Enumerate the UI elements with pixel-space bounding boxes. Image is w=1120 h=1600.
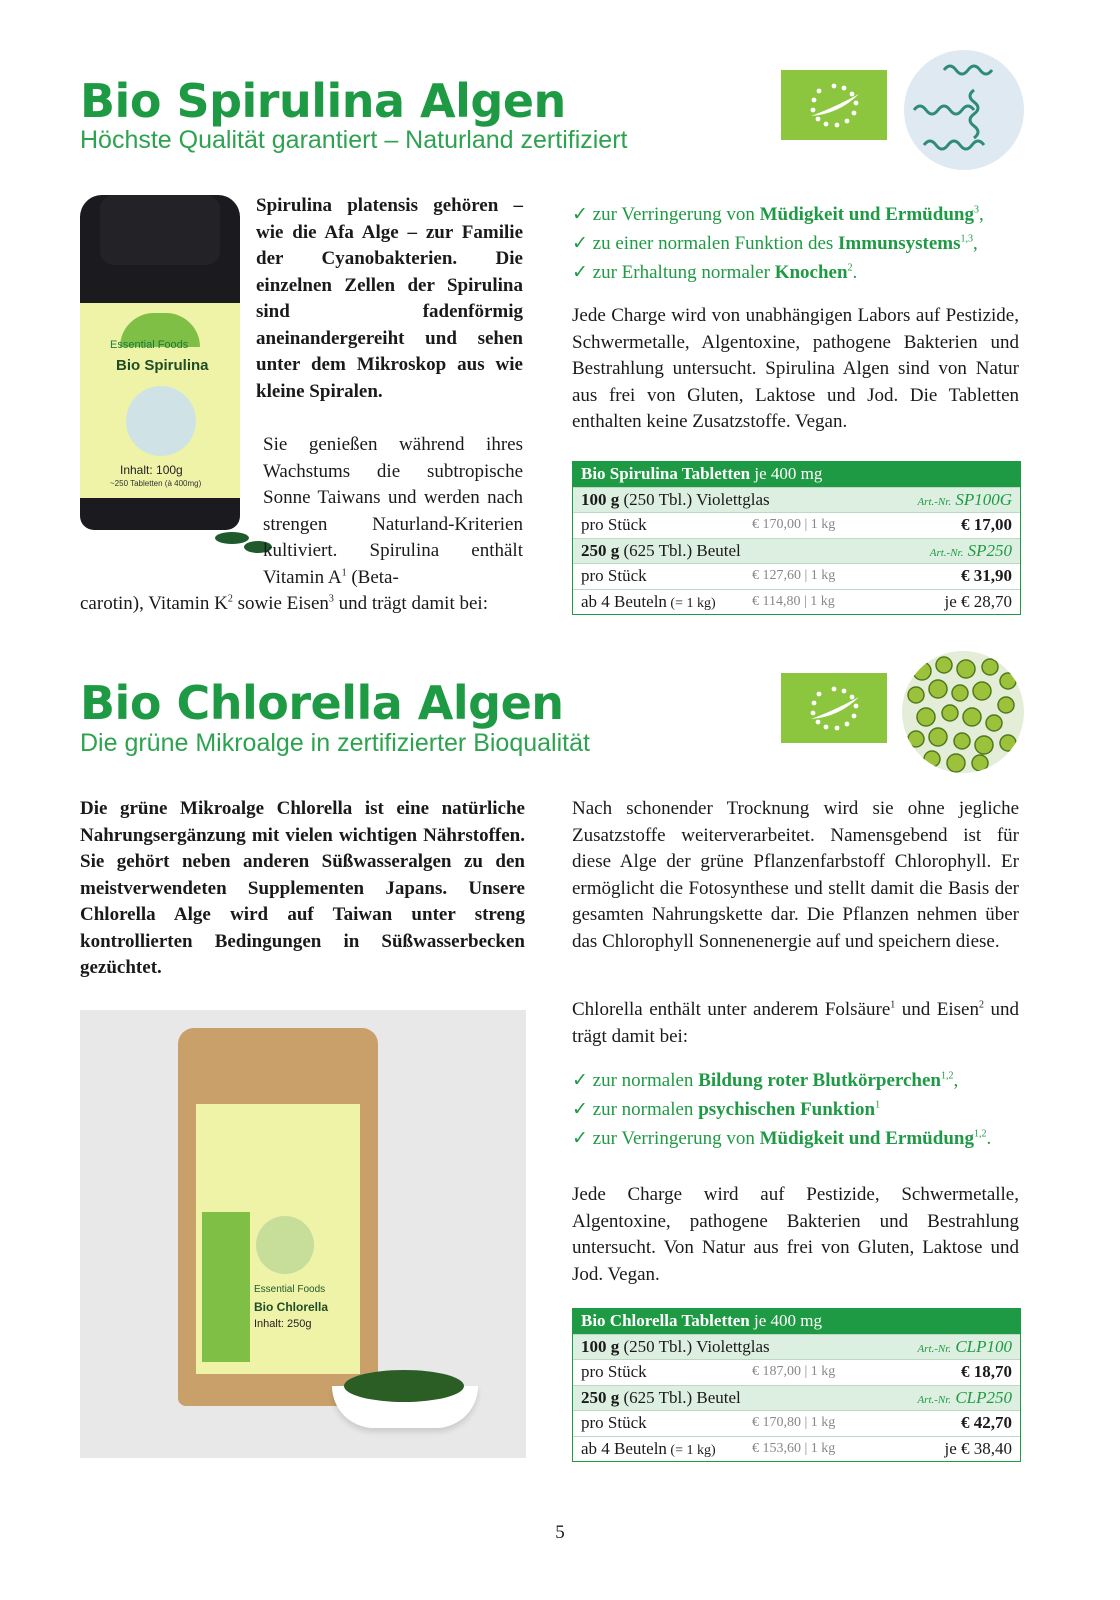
article-label: Art.-Nr. — [917, 495, 952, 508]
table-row — [573, 1359, 1020, 1385]
pack-desc: (250 Tbl.) Violettglas — [619, 489, 770, 509]
chlorella-product-image — [80, 1010, 526, 1458]
row-label: pro Stück — [581, 515, 647, 535]
pack-size: 100 g — [581, 489, 620, 509]
punctuation: , — [972, 233, 978, 254]
table-row — [573, 1436, 1020, 1462]
bag-product-name: Bio Chlorella — [254, 1300, 329, 1314]
check-icon: ✓ — [572, 204, 588, 225]
spirulina-intro: Spirulina platensis gehören – wie die Afa Alge – zur Familie der Cyanobakterien. Die einzelnen Zellen der Spirulina sind fadenförmig aneinandergereiht und sehen unter dem Mikroskop aus wie kleine Spiralen. — [256, 195, 523, 402]
table-title: Bio Spirulina Tabletten — [581, 464, 751, 484]
table-row — [573, 1385, 1020, 1411]
article-label: Art.-Nr. — [917, 1393, 952, 1406]
jar-brand: Essential Foods — [110, 339, 189, 351]
jar-content: Inhalt: 100g — [120, 463, 183, 477]
table-header — [573, 1309, 1020, 1334]
footnote-marker: 1 — [875, 1099, 881, 1111]
unit-price: € 170,80 | 1 kg — [752, 1415, 836, 1431]
unit-price: € 127,60 | 1 kg — [752, 568, 836, 584]
row-label: pro Stück — [581, 1362, 647, 1382]
price: € 42,70 — [961, 1413, 1012, 1433]
spirulina-price-table — [572, 461, 1021, 615]
chlorella-title: Bio Chlorella Algen — [80, 676, 564, 730]
row-label: pro Stück — [581, 1413, 647, 1433]
pack-size: 250 g — [581, 540, 620, 560]
body-text: sowie Eisen — [232, 593, 329, 614]
article-label: Art.-Nr. — [929, 546, 964, 559]
table-title-suffix: je 400 mg — [750, 464, 823, 484]
chlorella-price-table — [572, 1308, 1021, 1462]
check-icon: ✓ — [572, 1099, 588, 1120]
spirulina-title: Bio Spirulina Algen — [80, 74, 566, 128]
benefit-item — [572, 229, 1032, 258]
benefit-text: zur Erhaltung normaler — [592, 262, 775, 283]
punctuation: . — [986, 1128, 992, 1149]
footnote-marker: 1,2 — [941, 1070, 954, 1082]
chlorella-body: Nach schonender Trocknung wird sie ohne jegliche Zusatzstoffe weiterverarbeitet. Namensgebend ist für diese Alge der grüne Pflanzenfarbstoff Chlorophyll. Er ermöglicht die Fotosynthese und stellt damit die Basis der gesamten Nahrungskette dar. Die Pflanzen nehmen über das Chlorophyll Sonnenenergie auf und speichern diese. — [572, 798, 1019, 952]
benefit-text: zur Verringerung von — [592, 1128, 760, 1149]
chlorella-benefit-list — [572, 1066, 1032, 1153]
row-label: ab 4 Beuteln — [581, 591, 667, 611]
bag-brand: Essential Foods — [254, 1284, 326, 1295]
benefit-item — [572, 1066, 1032, 1095]
jar-product-name: Bio Spirulina — [116, 357, 209, 374]
article-number: CLP100 — [955, 1336, 1012, 1356]
unit-price: € 153,60 | 1 kg — [752, 1440, 836, 1456]
footnote-marker: 3 — [328, 593, 334, 605]
benefit-item — [572, 200, 1032, 229]
footnote-marker: 2 — [227, 593, 233, 605]
table-row — [573, 563, 1020, 589]
check-icon: ✓ — [572, 1070, 588, 1091]
pack-desc: (625 Tbl.) Beutel — [619, 1387, 741, 1407]
check-icon: ✓ — [572, 233, 588, 254]
table-row — [573, 487, 1020, 513]
footnote-marker: 1 — [890, 999, 896, 1011]
table-row — [573, 589, 1020, 615]
spirulina-microscope-image — [904, 50, 1024, 170]
price: € 18,70 — [961, 1362, 1012, 1382]
check-icon: ✓ — [572, 262, 588, 283]
body-text: Sie genießen während ihres Wachstums die subtropische Sonne Taiwans und werden nach strengen Naturland-Kriterien kultiviert. Spirulina enthält Vitamin A — [263, 434, 523, 588]
table-row — [573, 1334, 1020, 1360]
body-text: und trägt damit bei: — [333, 593, 488, 614]
table-row — [573, 512, 1020, 538]
footnote-marker: 2 — [847, 262, 853, 274]
spirulina-body — [263, 432, 523, 591]
body-text: und trägt damit bei: — [572, 999, 1019, 1047]
footnote-marker: 1,2 — [973, 1128, 987, 1140]
price: je € 28,70 — [944, 591, 1012, 611]
body-text: und Eisen — [895, 999, 979, 1020]
spirulina-jar-image — [80, 195, 240, 530]
benefit-text: zur Verringerung von — [592, 204, 760, 225]
pack-size: 250 g — [581, 1387, 620, 1407]
chlorella-body-2 — [572, 997, 1019, 1050]
unit-price: € 114,80 | 1 kg — [752, 593, 835, 609]
benefit-highlight: Müdigkeit und Ermüdung — [759, 1128, 974, 1149]
footnote-marker: 3 — [973, 204, 979, 216]
body-text: Chlorella enthält unter anderem Folsäure — [572, 999, 891, 1020]
chlorella-intro: Die grüne Mikroalge Chlorella ist eine natürliche Nahrungsergänzung mit vielen wichtigen Nährstoffen. Sie gehört neben anderen Süßwasseralgen zu den meistverwendeten Supplementen Japans. Unsere Chlorella Alge wird auf Taiwan unter streng kontrollierten Bedingungen in Süßwasserbecken gezüchtet. — [80, 798, 525, 978]
jar-tablets: ~250 Tabletten (à 400mg) — [110, 479, 202, 488]
benefit-text: zu einer normalen Funktion des — [592, 233, 839, 254]
price: € 31,90 — [961, 566, 1012, 586]
body-text: (Beta- — [346, 566, 399, 588]
benefit-highlight: Müdigkeit und Ermüdung — [759, 204, 974, 225]
benefit-text: zur normalen — [592, 1099, 699, 1120]
article-label: Art.-Nr. — [917, 1342, 952, 1355]
spirulina-quality-text: Jede Charge wird von unabhängigen Labors auf Pestizide, Schwermetalle, Algentoxine, pathogene Bakterien und Bestrahlung untersucht. Spirulina Algen sind von Natur aus frei von Gluten, Laktose und Jod. Die Tabletten enthalten keine Zusatzstoffe. Vegan. — [572, 305, 1019, 432]
article-number: SP250 — [967, 540, 1012, 560]
punctuation: , — [953, 1070, 959, 1091]
table-title: Bio Chlorella Tabletten — [581, 1311, 750, 1331]
chlorella-quality-text: Jede Charge wird auf Pestizide, Schwermetalle, Algentoxine, pathogene Bakterien und Bestrahlung untersucht. Von Natur aus frei von Gluten, Laktose und Jod. Vegan. — [572, 1184, 1019, 1285]
article-number: CLP250 — [955, 1387, 1012, 1407]
check-icon: ✓ — [572, 1128, 588, 1149]
spirulina-benefit-list — [572, 200, 1032, 287]
price: je € 38,40 — [944, 1438, 1012, 1458]
pack-desc: (250 Tbl.) Violettglas — [619, 1336, 770, 1356]
page-number: 5 — [555, 1522, 565, 1543]
table-title-suffix: je 400 mg — [749, 1311, 823, 1331]
price: € 17,00 — [961, 515, 1012, 535]
row-note: (= 1 kg) — [666, 1442, 716, 1458]
benefit-highlight: Bildung roter Blutkörperchen — [698, 1070, 941, 1091]
chlorella-subtitle: Die grüne Mikroalge in zertifizierter Bioqualität — [80, 729, 590, 757]
table-row — [573, 538, 1020, 564]
benefit-item — [572, 1095, 1032, 1124]
eu-organic-logo — [781, 673, 887, 743]
tablet — [215, 532, 249, 544]
punctuation: . — [852, 262, 858, 283]
row-note: (= 1 kg) — [666, 595, 716, 611]
benefit-highlight: psychischen Funktion — [698, 1099, 876, 1120]
bag-content: Inhalt: 250g — [254, 1318, 312, 1330]
unit-price: € 170,00 | 1 kg — [752, 517, 836, 533]
body-text: carotin), Vitamin K — [80, 593, 228, 614]
chlorella-microscope-image — [902, 651, 1024, 773]
benefit-highlight: Immunsystems — [838, 233, 961, 254]
row-label: pro Stück — [581, 566, 647, 586]
article-number: SP100G — [955, 489, 1012, 509]
spirulina-subtitle: Höchste Qualität garantiert – Naturland zertifiziert — [80, 126, 628, 154]
pack-size: 100 g — [581, 1336, 620, 1356]
table-row — [573, 1410, 1020, 1436]
benefit-highlight: Knochen — [774, 262, 848, 283]
footnote-marker: 1,3 — [960, 233, 973, 245]
benefit-item — [572, 258, 1032, 287]
unit-price: € 187,00 | 1 kg — [752, 1364, 836, 1380]
eu-organic-logo — [781, 70, 887, 140]
row-label: ab 4 Beuteln — [581, 1438, 667, 1458]
table-header — [573, 462, 1020, 487]
footnote-marker: 2 — [979, 999, 984, 1011]
benefit-item — [572, 1124, 1032, 1153]
benefit-text: zur normalen — [592, 1070, 699, 1091]
punctuation: , — [978, 204, 984, 225]
footnote-marker: 1 — [341, 567, 347, 579]
pack-desc: (625 Tbl.) Beutel — [619, 540, 741, 560]
spirulina-body-line — [80, 591, 523, 618]
